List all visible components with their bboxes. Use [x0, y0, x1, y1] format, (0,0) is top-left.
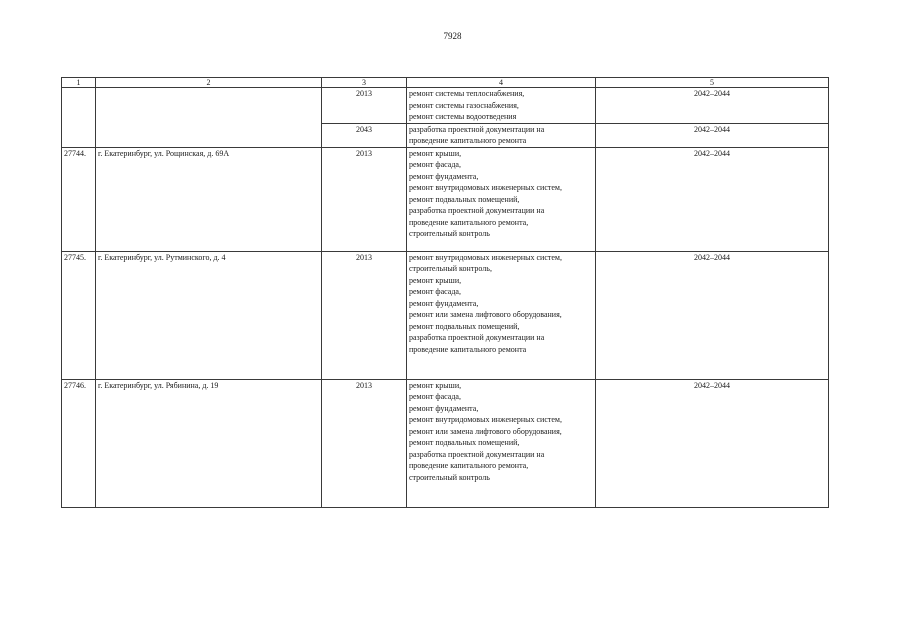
number-cell: 27744. [62, 147, 96, 251]
col-header-5: 5 [596, 78, 829, 88]
period-cell: 2042–2044 [596, 88, 829, 124]
period-cell: 2042–2044 [596, 147, 829, 251]
number-cell [62, 88, 96, 148]
repair-schedule-table [61, 77, 829, 508]
period-cell: 2042–2044 [596, 379, 829, 507]
table-row [62, 251, 829, 379]
col-header-3: 3 [322, 78, 407, 88]
col-header-4: 4 [407, 78, 596, 88]
year-cell: 2013 [322, 147, 407, 251]
year-cell: 2043 [322, 123, 407, 147]
table-row [62, 147, 829, 251]
year-cell: 2013 [322, 251, 407, 379]
year-cell: 2013 [322, 88, 407, 124]
period-cell: 2042–2044 [596, 123, 829, 147]
address-cell [96, 88, 322, 148]
col-header-1: 1 [62, 78, 96, 88]
page-number: 7928 [443, 31, 462, 41]
address-cell: г. Екатеринбург, ул. Рутминского, д. 4 [96, 251, 322, 379]
table-row [62, 379, 829, 507]
number-cell: 27746. [62, 379, 96, 507]
col-header-2: 2 [96, 78, 322, 88]
year-cell: 2013 [322, 379, 407, 507]
address-cell: г. Екатеринбург, ул. Рощинская, д. 69А [96, 147, 322, 251]
number-cell: 27745. [62, 251, 96, 379]
address-cell: г. Екатеринбург, ул. Рябинина, д. 19 [96, 379, 322, 507]
works-cell: ремонт внутридомовых инженерных систем, строительный контроль, ремонт крыши, ремонт фасада, ремонт фундамента, ремонт или замена лифтового оборудования, ремонт подвальных помещений, разработка проектной документации на проведение капитального ремонта [407, 251, 596, 379]
works-cell: разработка проектной документации на проведение капитального ремонта [407, 123, 596, 147]
column-number-header-row [62, 78, 829, 88]
table-row [62, 88, 829, 124]
works-cell: ремонт крыши, ремонт фасада, ремонт фундамента, ремонт внутридомовых инженерных систем, ремонт подвальных помещений, разработка проектной документации на проведение капитального ремонта, строительный контроль [407, 147, 596, 251]
period-cell: 2042–2044 [596, 251, 829, 379]
works-cell: ремонт крыши, ремонт фасада, ремонт фундамента, ремонт внутридомовых инженерных систем, ремонт или замена лифтового оборудования, ремонт подвальных помещений, разработка проектной документации на проведение капитального ремонта, строительный контроль [407, 379, 596, 507]
works-cell: ремонт системы теплоснабжения, ремонт системы газоснабжения, ремонт системы водоотведения [407, 88, 596, 124]
